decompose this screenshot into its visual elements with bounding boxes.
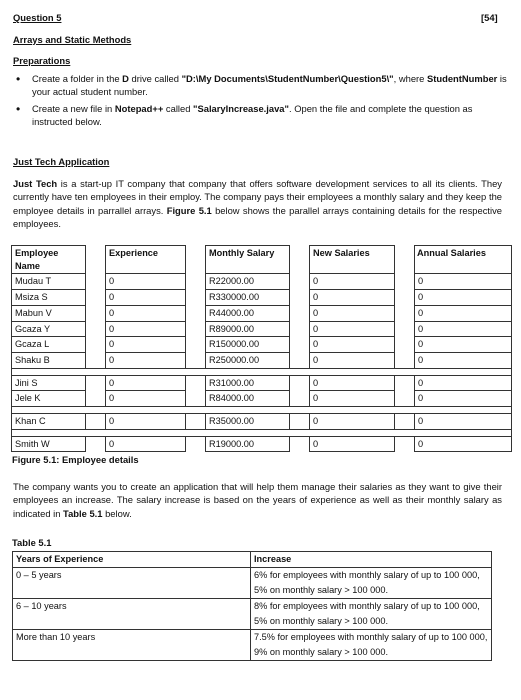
spacer-cell (12, 368, 512, 375)
column-gap (86, 337, 106, 353)
folder-path: "D:\My Documents\StudentNumber\Question5\" (181, 73, 394, 84)
column-gap (186, 337, 206, 353)
annual-salary-cell: 0 (415, 290, 512, 306)
drive-letter: D (122, 73, 129, 84)
row-spacer (12, 429, 512, 436)
column-gap (395, 246, 415, 274)
employee-name-cell: Mudau T (12, 274, 86, 290)
employee-name-cell: Mabun V (12, 305, 86, 321)
new-salary-cell: 0 (310, 352, 395, 368)
monthly-salary-cell: R19000.00 (206, 436, 290, 452)
column-gap (186, 414, 206, 430)
table-row (12, 305, 512, 321)
preparations-heading: Preparations (13, 55, 71, 66)
table-row (12, 436, 512, 452)
file-name: "SalaryIncrease.java" (193, 102, 289, 114)
table-reference: Table 5.1 (63, 507, 103, 519)
experience-cell: 0 (106, 321, 186, 337)
preparation-step-folder (14, 72, 509, 99)
annual-salary-cell: 0 (415, 337, 512, 353)
text-span: . Open the file and complete the question as instructed below. (32, 102, 473, 128)
employee-name-cell: Jele K (12, 391, 86, 407)
experience-cell: 6 – 10 years (13, 599, 251, 630)
column-gap (395, 290, 415, 306)
table-row (12, 337, 512, 353)
header-cell: New Salaries (310, 246, 395, 274)
new-salary-cell: 0 (310, 274, 395, 290)
figure-reference: Figure 5.1 (166, 204, 212, 216)
column-gap (290, 246, 310, 274)
column-gap (395, 337, 415, 353)
column-gap (395, 414, 415, 430)
text-span: below. (102, 507, 132, 519)
monthly-salary-cell: R250000.00 (206, 352, 290, 368)
experience-cell: 0 – 5 years (13, 568, 251, 599)
experience-cell: 0 (106, 391, 186, 407)
column-gap (290, 391, 310, 407)
monthly-salary-cell: R150000.00 (206, 337, 290, 353)
text-span: drive called (128, 73, 182, 84)
column-gap (86, 321, 106, 337)
table-row (12, 414, 512, 430)
header-cell: Years of Experience (13, 552, 251, 568)
experience-cell: 0 (106, 414, 186, 430)
preparations-list (14, 72, 509, 131)
text-span: The company wants you to create an application that will help them manage their salaries as they want to give their employees an increase. The salary increase is based on the years of experience as well as their monthly salary as indicated in (13, 481, 502, 519)
annual-salary-cell: 0 (415, 391, 512, 407)
employee-name-cell: Gcaza L (12, 337, 86, 353)
column-gap (290, 274, 310, 290)
new-salary-cell: 0 (310, 321, 395, 337)
table-row (12, 391, 512, 407)
employee-name-cell: Jini S (12, 375, 86, 391)
column-gap (186, 391, 206, 407)
monthly-salary-cell: R44000.00 (206, 305, 290, 321)
monthly-salary-cell: R31000.00 (206, 375, 290, 391)
increase-cell: 6% for employees with monthly salary of up to 100 000, 5% on monthly salary > 100 000. (251, 568, 492, 599)
column-gap (290, 290, 310, 306)
column-gap (290, 436, 310, 452)
column-gap (86, 274, 106, 290)
column-gap (395, 305, 415, 321)
table-row (12, 290, 512, 306)
text-span: called (163, 102, 194, 114)
employee-name-cell: Msiza S (12, 290, 86, 306)
table-header-row (13, 552, 492, 568)
preparation-step-file (14, 102, 509, 129)
company-name: Just Tech (13, 178, 58, 189)
header-cell: Experience (106, 246, 186, 274)
annual-salary-cell: 0 (415, 352, 512, 368)
column-gap (86, 391, 106, 407)
text-span: is a start-up IT company that company that offers software development services to all its clients. They currently have ten employees in their employ. The company pays their employees a monthly salary and they keep the employee details in parrallel arrays. (13, 178, 502, 216)
column-gap (186, 321, 206, 337)
header-cell: Increase (251, 552, 492, 568)
experience-cell: 0 (106, 274, 186, 290)
column-gap (290, 305, 310, 321)
column-gap (290, 352, 310, 368)
text-span: Create a folder in the (32, 73, 123, 84)
increase-cell: 7.5% for employees with monthly salary of up to 100 000, 9% on monthly salary > 100 000. (251, 630, 492, 661)
column-gap (186, 246, 206, 274)
new-salary-cell: 0 (310, 290, 395, 306)
column-gap (86, 246, 106, 274)
column-gap (186, 305, 206, 321)
table-header-row (12, 246, 512, 274)
question-title: Question 5 (13, 12, 62, 23)
annual-salary-cell: 0 (415, 274, 512, 290)
text-span: Create a new file in (32, 102, 115, 114)
application-heading: Just Tech Application (13, 156, 110, 167)
column-gap (186, 436, 206, 452)
experience-cell: More than 10 years (13, 630, 251, 661)
column-gap (86, 290, 106, 306)
new-salary-cell: 0 (310, 436, 395, 452)
student-number-term: StudentNumber (427, 73, 498, 84)
header-cell: Employee Name (12, 246, 86, 274)
column-gap (290, 375, 310, 391)
column-gap (86, 414, 106, 430)
experience-cell: 0 (106, 352, 186, 368)
monthly-salary-cell: R330000.00 (206, 290, 290, 306)
experience-cell: 0 (106, 290, 186, 306)
figure-caption: Figure 5.1: Employee details (12, 454, 139, 465)
annual-salary-cell: 0 (415, 436, 512, 452)
spacer-cell (12, 407, 512, 414)
experience-cell: 0 (106, 305, 186, 321)
column-gap (290, 414, 310, 430)
monthly-salary-cell: R89000.00 (206, 321, 290, 337)
monthly-salary-cell: R35000.00 (206, 414, 290, 430)
column-gap (395, 321, 415, 337)
question-topic: Arrays and Static Methods (13, 34, 132, 45)
employee-name-cell: Khan C (12, 414, 86, 430)
editor-name: Notepad++ (114, 102, 164, 114)
increase-description (13, 480, 502, 520)
table-row (12, 321, 512, 337)
application-description (13, 177, 502, 230)
text-span: , where (393, 73, 427, 84)
new-salary-cell: 0 (310, 305, 395, 321)
column-gap (186, 274, 206, 290)
annual-salary-cell: 0 (415, 414, 512, 430)
column-gap (86, 305, 106, 321)
column-gap (395, 391, 415, 407)
experience-cell: 0 (106, 436, 186, 452)
annual-salary-cell: 0 (415, 305, 512, 321)
employee-name-cell: Shaku B (12, 352, 86, 368)
monthly-salary-cell: R22000.00 (206, 274, 290, 290)
monthly-salary-cell: R84000.00 (206, 391, 290, 407)
experience-cell: 0 (106, 337, 186, 353)
employee-table-body (12, 274, 512, 452)
column-gap (186, 352, 206, 368)
column-gap (86, 375, 106, 391)
column-gap (395, 436, 415, 452)
text-span: is your actual student number. (32, 73, 507, 98)
table-row (12, 352, 512, 368)
new-salary-cell: 0 (310, 414, 395, 430)
column-gap (395, 274, 415, 290)
increase-table-title: Table 5.1 (12, 537, 52, 548)
increase-cell: 8% for employees with monthly salary of up to 100 000, 5% on monthly salary > 100 000. (251, 599, 492, 630)
table-row (12, 375, 512, 391)
salary-increase-table (12, 551, 492, 661)
employee-name-cell: Gcaza Y (12, 321, 86, 337)
experience-cell: 0 (106, 375, 186, 391)
table-row (13, 599, 492, 630)
annual-salary-cell: 0 (415, 321, 512, 337)
table-row (13, 630, 492, 661)
column-gap (395, 352, 415, 368)
question-marks: [54] (481, 12, 498, 23)
column-gap (186, 375, 206, 391)
new-salary-cell: 0 (310, 375, 395, 391)
new-salary-cell: 0 (310, 337, 395, 353)
text-span: below shows the parallel arrays containing details for the respective employees. (13, 204, 502, 230)
employee-details-table (11, 245, 512, 452)
header-cell: Annual Salaries (415, 246, 512, 274)
table-row (12, 274, 512, 290)
table-row (13, 568, 492, 599)
spacer-cell (12, 429, 512, 436)
employee-name-cell: Smith W (12, 436, 86, 452)
row-spacer (12, 407, 512, 414)
new-salary-cell: 0 (310, 391, 395, 407)
column-gap (290, 337, 310, 353)
annual-salary-cell: 0 (415, 375, 512, 391)
column-gap (290, 321, 310, 337)
column-gap (86, 436, 106, 452)
column-gap (186, 290, 206, 306)
column-gap (86, 352, 106, 368)
row-spacer (12, 368, 512, 375)
column-gap (395, 375, 415, 391)
header-cell: Monthly Salary (206, 246, 290, 274)
